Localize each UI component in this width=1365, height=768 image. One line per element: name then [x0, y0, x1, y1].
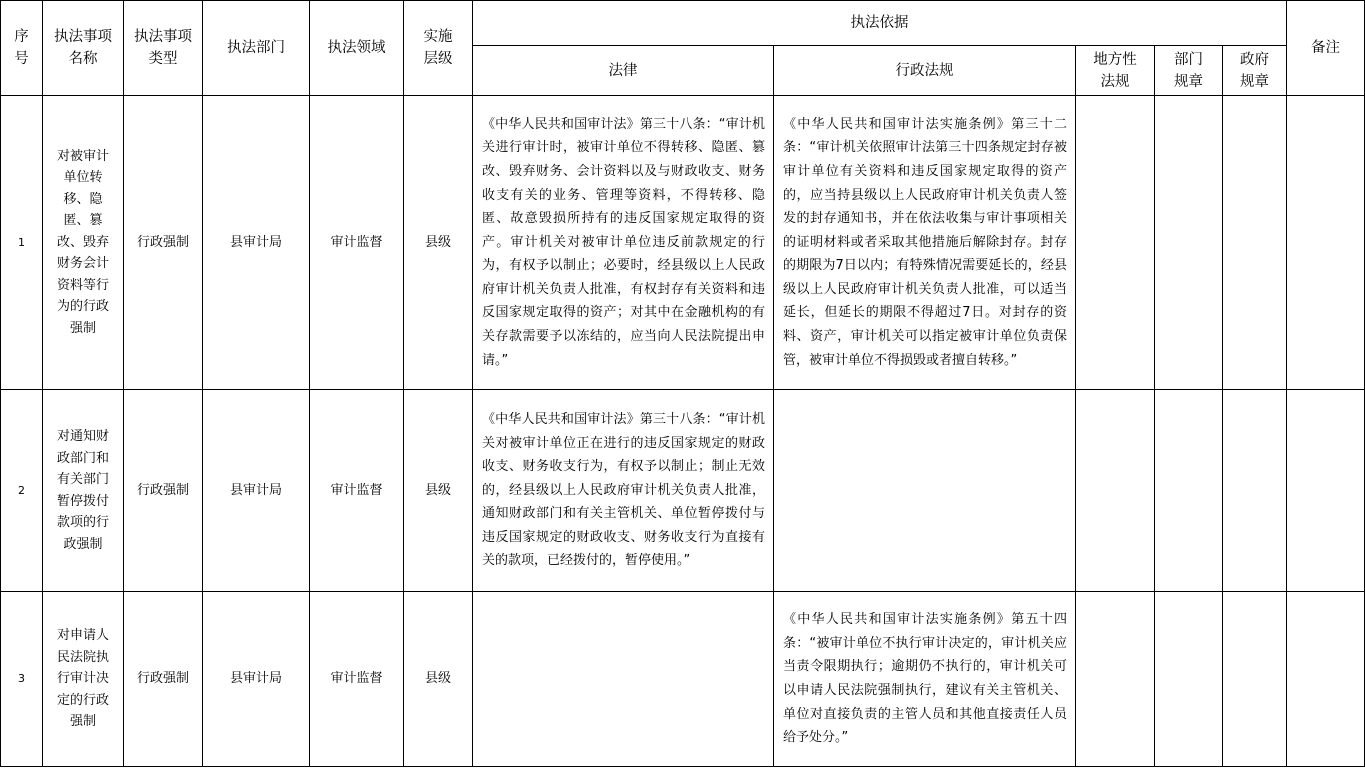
cell-level: 县级: [404, 390, 473, 592]
cell-local-regulation: [1076, 96, 1155, 390]
cell-item-type: 行政强制: [124, 96, 203, 390]
header-basis: 执法依据: [473, 1, 1287, 46]
cell-item-name: 对被审计单位转移、隐匿、篡改、毁弃财务会计资料等行为的行政强制: [43, 96, 124, 390]
cell-item-name: 对申请人民法院执行审计决定的行政强制: [43, 592, 124, 767]
cell-gov-rules: [1223, 390, 1287, 592]
cell-item-type: 行政强制: [124, 390, 203, 592]
header-item-type: 执法事项类型: [124, 1, 203, 96]
header-local-regulation: 地方性法规: [1076, 46, 1155, 96]
table-row: [1, 592, 1365, 767]
cell-gov-rules: [1223, 96, 1287, 390]
header-index: 序号: [1, 1, 43, 96]
cell-gov-rules: [1223, 592, 1287, 767]
header-field: 执法领域: [310, 1, 404, 96]
header-regulation: 行政法规: [774, 46, 1076, 96]
cell-index: 1: [1, 96, 43, 390]
cell-remarks: [1287, 390, 1365, 592]
header-item-name: 执法事项名称: [43, 1, 124, 96]
cell-level: 县级: [404, 96, 473, 390]
header-gov-rules: 政府规章: [1223, 46, 1287, 96]
cell-item-name: 对通知财政部门和有关部门暂停拨付款项的行政强制: [43, 390, 124, 592]
cell-regulation: [774, 390, 1076, 592]
cell-level: 县级: [404, 592, 473, 767]
header-row-top: [1, 1, 1365, 46]
cell-field: 审计监督: [310, 390, 404, 592]
table-row: [1, 390, 1365, 592]
cell-index: 2: [1, 390, 43, 592]
cell-department: 县审计局: [203, 592, 310, 767]
header-remarks: 备注: [1287, 1, 1365, 96]
cell-regulation: 《中华人民共和国审计法实施条例》第三十二条：“审计机关依照审计法第三十四条规定封存被审计单位有关资料和违反国家规定取得的资产的，应当持县级以上人民政府审计机关负责人签发的封存通知书，并在依法收集与审计事项相关的证明材料或者采取其他措施后解除封存。封存的期限为7日以内；有特殊情况需要延长的，经县级以上人民政府审计机关负责人批准，可以适当延长，但延长的期限不得超过7日。对封存的资料、资产，审计机关可以指定被审计单位负责保管，被审计单位不得损毁或者擅自转移。”: [774, 96, 1076, 390]
cell-local-regulation: [1076, 592, 1155, 767]
header-level: 实施层级: [404, 1, 473, 96]
cell-field: 审计监督: [310, 96, 404, 390]
cell-department: 县审计局: [203, 96, 310, 390]
cell-department: 县审计局: [203, 390, 310, 592]
cell-item-type: 行政强制: [124, 592, 203, 767]
header-department: 执法部门: [203, 1, 310, 96]
cell-dept-rules: [1155, 592, 1223, 767]
cell-dept-rules: [1155, 96, 1223, 390]
table-row: [1, 96, 1365, 390]
cell-local-regulation: [1076, 390, 1155, 592]
cell-law: 《中华人民共和国审计法》第三十八条：“审计机关对被审计单位正在进行的违反国家规定的财政收支、财务收支行为，有权予以制止；制止无效的，经县级以上人民政府审计机关负责人批准，通知财政部门和有关主管机关、单位暂停拨付与违反国家规定的财政收支、财务收支行为直接有关的款项，已经拨付的，暂停使用。”: [473, 390, 774, 592]
cell-dept-rules: [1155, 390, 1223, 592]
cell-remarks: [1287, 592, 1365, 767]
cell-index: 3: [1, 592, 43, 767]
cell-regulation: 《中华人民共和国审计法实施条例》第五十四条：“被审计单位不执行审计决定的，审计机关应当责令限期执行；逾期仍不执行的，审计机关可以申请人民法院强制执行，建议有关主管机关、单位对直接负责的主管人员和其他直接责任人员给予处分。”: [774, 592, 1076, 767]
cell-remarks: [1287, 96, 1365, 390]
header-law: 法律: [473, 46, 774, 96]
cell-field: 审计监督: [310, 592, 404, 767]
header-dept-rules: 部门规章: [1155, 46, 1223, 96]
cell-law: [473, 592, 774, 767]
cell-law: 《中华人民共和国审计法》第三十八条：“审计机关进行审计时，被审计单位不得转移、隐匿、篡改、毁弃财务、会计资料以及与财政收支、财务收支有关的业务、管理等资料，不得转移、隐匿、故意毁损所持有的违反国家规定取得的资产。审计机关对被审计单位违反前款规定的行为，有权予以制止；必要时，经县级以上人民政府审计机关负责人批准，有权封存有关资料和违反国家规定取得的资产；对其中在金融机构的有关存款需要予以冻结的，应当向人民法院提出申请。”: [473, 96, 774, 390]
